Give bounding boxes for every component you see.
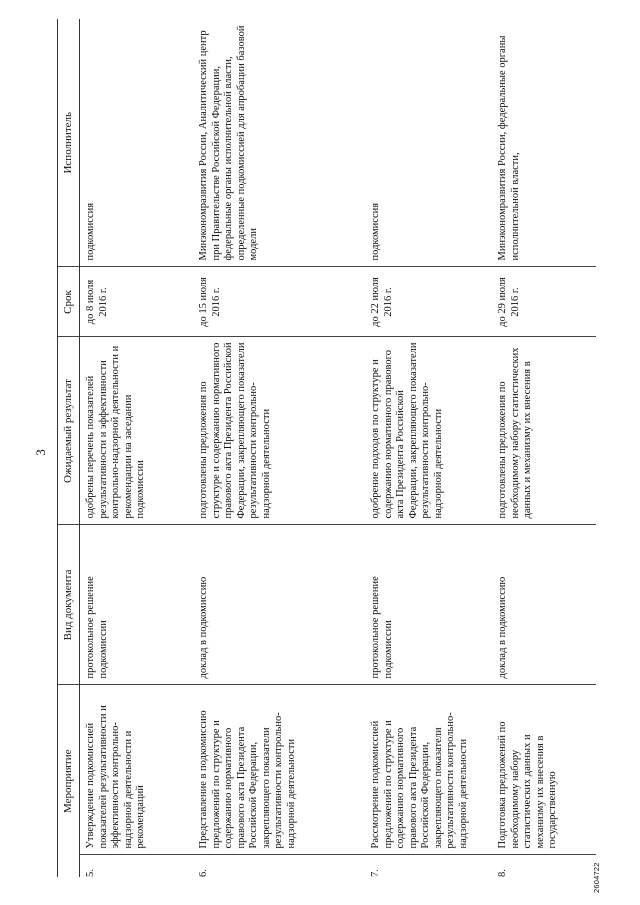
table-row [193,19,365,877]
deadline-cell: до 8 июля 2016 г. [80,267,194,337]
header-event: Мероприятие [58,685,80,877]
action-plan-table [57,19,596,877]
table-row [80,19,194,877]
executor-cell: Минэкономразвития России, федеральные органы исполнительной власти, [492,19,596,267]
deadline-cell: до 22 июля 2016 г. [365,267,492,337]
deadline-cell: до 15 июля 2016 г. [193,267,365,337]
table-header-row [58,19,80,877]
result-cell: подготовлены предложения по необходимому набору статистических данных и механизму их внесения в [492,337,596,525]
table-row [365,19,492,877]
event-cell: Рассмотрение подкомиссией предложений по структуре и содержанию нормативного правового акта Президента Российской Федерации, закрепляющего показатели результативности контрольно-надзорной деятельности [365,685,492,855]
row-number: 5. [85,869,96,877]
event-cell: Утверждение подкомиссией показателей результативности и эффективности контрольно-надзорной деятельности и рекомендаций [80,685,194,855]
executor-cell: подкомиссия [365,19,492,267]
header-executor: Исполнитель [58,19,80,267]
row-number: 6. [198,869,209,877]
deadline-cell: до 29 июля 2016 г. [492,267,596,337]
row-number: 7. [370,869,381,877]
page-number: 3 [33,449,48,456]
event-cell: Представление в подкомиссию предложений по структуре и содержанию нормативного правового акта Президента Российской Федерации, закрепляющего показатели результативности контрольно-надзорной деятельности [193,685,365,855]
header-doc-type: Вид документа [58,525,80,685]
doc-type-cell: доклад в подкомиссию [492,525,596,685]
result-cell: одобрение подходов по структуре и содержанию нормативного правового акта Президента Российской Федерации, закрепляющего показатели результативности контрольно-надзорной деятельности [365,337,492,525]
doc-type-cell: протокольное решение подкомиссии [365,525,492,685]
result-cell: подготовлены предложения по структуре и содержанию нормативного правового акта Президента Российской Федерации, закрепляющего показатели результативности контрольно-надзорной деятельности [193,337,365,525]
table-row [492,19,596,877]
executor-cell: подкомиссия [80,19,194,267]
event-cell: Подготовка предложений по необходимому набору статистических данных и механизму их внесения в государственную [492,685,596,855]
row-number: 8. [497,869,508,877]
document-id: 2604722 [592,862,601,893]
doc-type-cell: доклад в подкомиссию [193,525,365,685]
header-result: Ожидаемый результат [58,337,80,525]
header-deadline: Срок [58,267,80,337]
executor-cell: Минэкономразвития России, Аналитический центр при Правительстве Российской Федерации, федеральные органы исполнительной власти, определенные подкомиссией для апробации базовой модели [193,19,365,267]
doc-type-cell: протокольное решение подкомиссии [80,525,194,685]
result-cell: одобрены перечень показателей результативности и эффективности контрольно-надзорной деятельности и рекомендации на заседании подкомиссии [80,337,194,525]
